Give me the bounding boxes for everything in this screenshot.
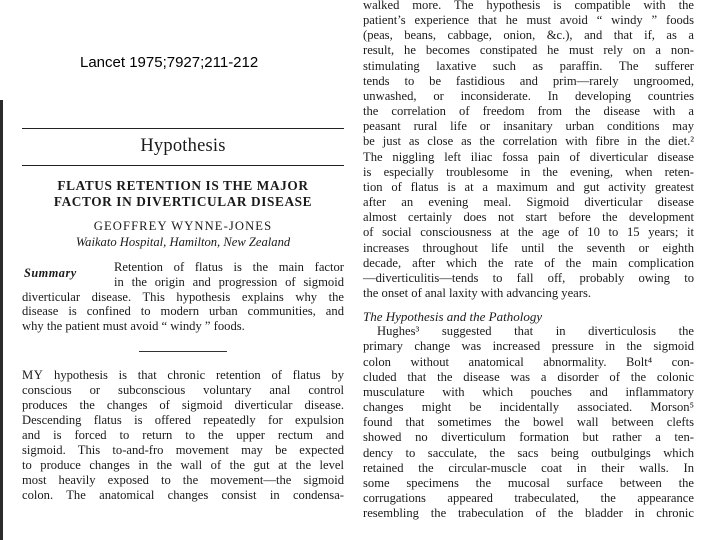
body-line: conscious or subconscious voluntary anal control <box>22 383 344 398</box>
drop-cap: MY <box>22 368 44 383</box>
right-line: The niggling left iliac fossa pain of diverticular disease <box>363 149 694 164</box>
body-line-text: hypothesis is that chronic retention of flatus by <box>43 368 344 383</box>
right-line: tends to be fastidious and prim—rarely ungroomed, <box>363 73 694 88</box>
right-line: almost certainly does not start before the development <box>363 210 694 225</box>
paper-title-line: FLATUS RETENTION IS THE MAJOR <box>57 177 309 193</box>
body-line: sigmoid. This to-and-fro movement may be expected <box>22 442 344 457</box>
right-line: unwashed, or inconsiderate. In developing countries <box>363 88 694 103</box>
right-line: Hughes³ suggested that in diverticulosis the <box>377 324 694 339</box>
scan-edge-divider <box>0 100 3 540</box>
body-line: most heavily exposed to the movement—the sigmoid <box>22 472 344 487</box>
section-subheading: The Hypothesis and the Pathology <box>363 309 543 325</box>
right-line: —diverticulitis—tends to fall off, probably owing to <box>363 270 694 285</box>
right-line: stimulating laxative such as paraffin. The sufferer <box>363 58 694 73</box>
title-rule <box>22 165 344 166</box>
author-affiliation: Waikato Hospital, Hamilton, New Zealand <box>75 234 291 249</box>
right-line: corrugations appeared trabeculated, the appearance <box>363 491 694 505</box>
right-line: showed no diverticulum formation but rather a ten- <box>363 430 694 445</box>
top-rule <box>22 128 344 129</box>
right-line: some specimens the mucosal surface between the <box>363 475 694 490</box>
right-line: retained the circular-muscle coat in their walls. In <box>363 460 694 475</box>
body-text <box>22 368 344 502</box>
right-line: walked more. The hypothesis is compatible with the <box>363 0 694 12</box>
body-line: to produce changes in the wall of the gut at the level <box>22 457 344 472</box>
right-line: (peas, beans, cabbage, onion, &c.), and that if, as a <box>363 28 694 43</box>
right-line: dency to sacculate, the sacs being outbulgings which <box>363 445 694 460</box>
body-line: produces the changes of sigmoid diverticular disease. <box>22 398 344 413</box>
right-line: of social consciousness at the age of 10 to 15 years; it <box>363 225 694 240</box>
right-line: cluded that the disease was a disorder of the colonic <box>363 369 694 384</box>
summary-line: why the patient must avoid “ windy ” foods. <box>22 319 245 334</box>
right-line: decade, after which the rate of the main complication <box>363 255 694 270</box>
right-line: musculature with which pouches and inflammatory <box>363 384 694 399</box>
right-line: after an evening meal. Sigmoid diverticular disease <box>363 195 694 210</box>
summary-line: diverticular disease. This hypothesis explains why the <box>22 289 344 304</box>
right-line: found that sometimes the bowel wall between clefts <box>363 415 694 430</box>
right-line: primary change was increased pressure in the sigmoid <box>363 339 694 354</box>
paper-title <box>22 178 344 211</box>
right-line: peasant rural life or insanitary urban conditions may <box>363 119 694 134</box>
right-line: be just as close as the correlation with fibre in the diet.² <box>363 134 694 149</box>
right-line: changes might be incidentally associated. Morson⁵ <box>363 400 694 415</box>
right-line: tion of flatus is at a maximum and gut activity greatest <box>363 179 694 194</box>
summary-label: Summary <box>24 265 77 280</box>
right-line: patient’s experience that he must avoid “ windy ” foods <box>363 13 694 28</box>
body-line <box>22 368 344 383</box>
right-line: increases throughout life until the seventh or eighth <box>363 240 694 255</box>
summary-line: Retention of flatus is the main factor <box>114 259 344 274</box>
section-divider <box>139 351 227 352</box>
right-line: is especially troublesome in the evening, when reten- <box>363 164 694 179</box>
right-line: resembling the trabeculation of the bladder in chronic <box>363 506 694 521</box>
right-line: the correlation of freedom from the disease with a <box>363 104 694 119</box>
citation-label: Lancet 1975;7927;211-212 <box>80 54 259 71</box>
summary-line: in the origin and progression of sigmoid <box>114 274 344 289</box>
author-name: GEOFFREY WYNNE-JONES <box>93 218 273 233</box>
summary-line: disease is confined to modern urban communities, and <box>22 304 344 319</box>
paper-title-line: FACTOR IN DIVERTICULAR DISEASE <box>53 194 313 210</box>
body-line: colon. The anatomical changes consist in condensa- <box>22 487 344 502</box>
body-line: and is forced to return to the upper rectum and <box>22 427 344 442</box>
right-column <box>363 0 694 521</box>
right-line: result, he becomes constipated he must rely on a non- <box>363 43 694 58</box>
body-line: Descending flatus is offered repeatedly for expulsion <box>22 412 344 427</box>
summary-block <box>22 260 344 335</box>
right-line: colon without anatomical abnormality. Bolt⁴ con- <box>363 354 694 369</box>
section-title: Hypothesis <box>140 136 226 156</box>
right-line: the onset of anal laxity with advancing years. <box>363 285 592 300</box>
left-column <box>22 128 344 502</box>
